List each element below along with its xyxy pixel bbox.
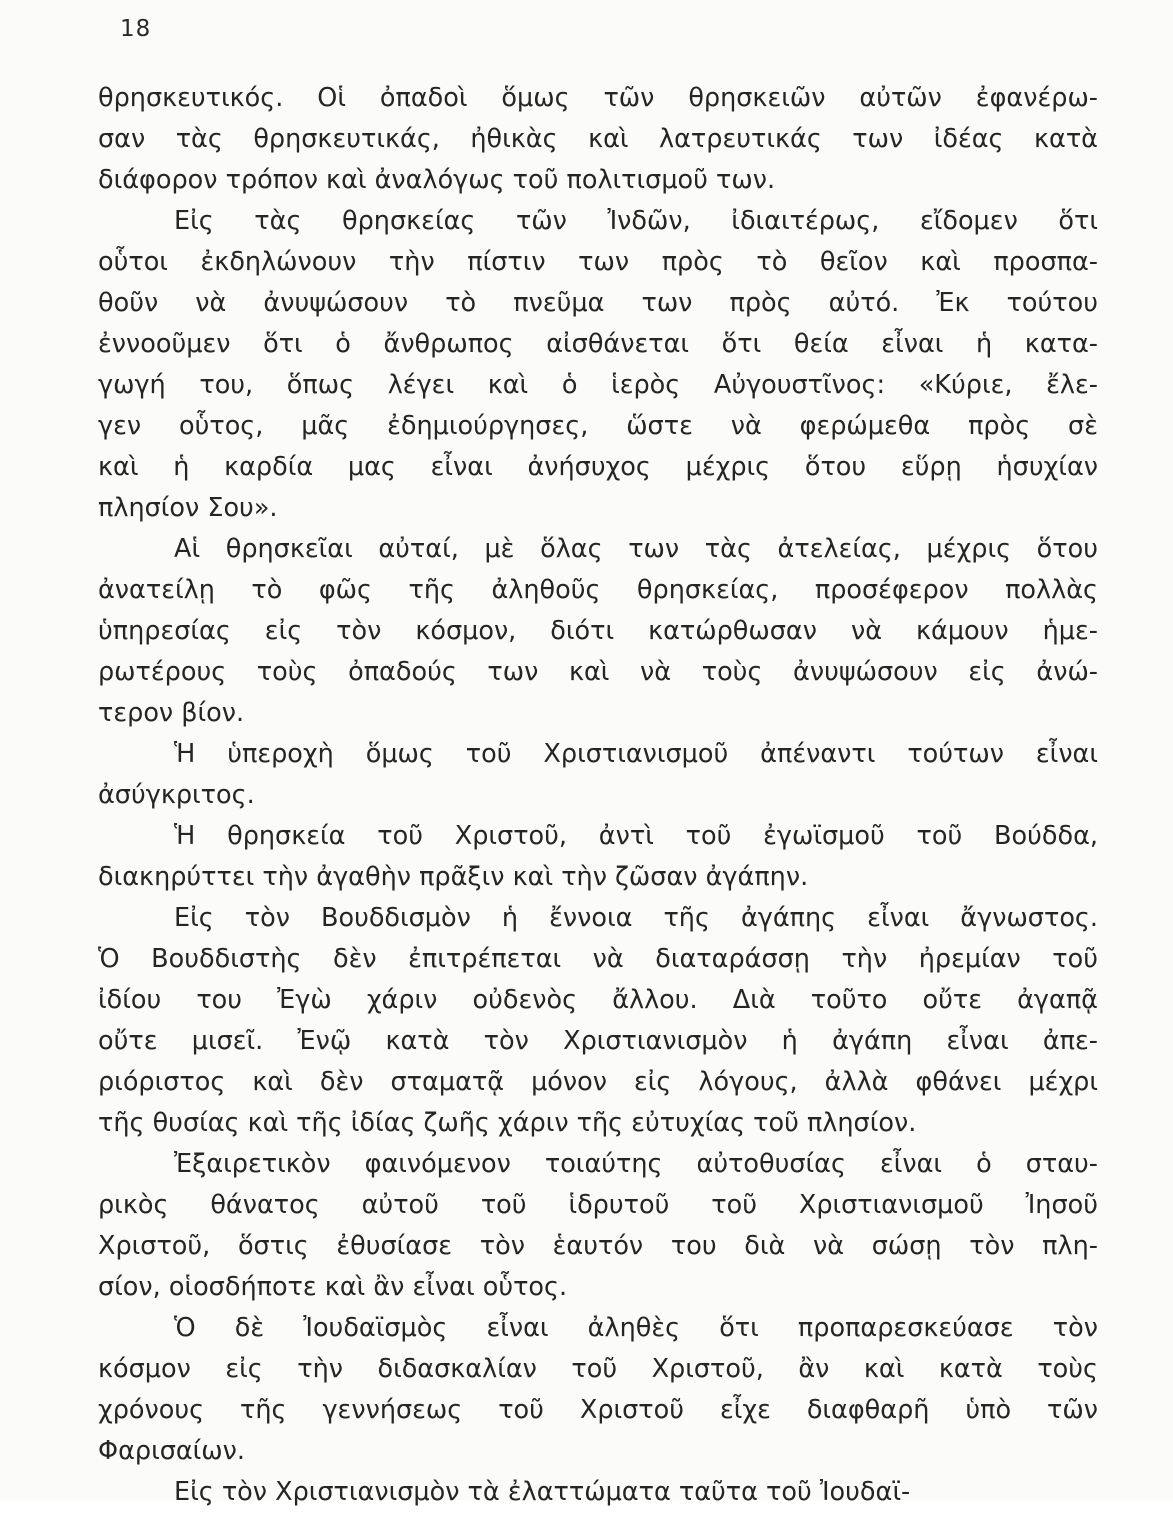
paragraph (98, 1308, 1098, 1472)
text-line: καὶ ἡ καρδία μας εἶναι ἀνήσυχος μέχρις ὅτου εὕρῃ ἡσυχίαν (98, 452, 1098, 482)
text-line: οὗτοι ἐκδηλώνουν τὴν πίστιν των πρὸς τὸ θεῖον καὶ προσπα- (98, 247, 1098, 277)
text-line: Εἰς τὰς θρησκείας τῶν Ἰνδῶν, ἰδιαιτέρως, εἴδομεν ὅτι (174, 206, 1098, 236)
text-line: ἀνατείλῃ τὸ φῶς τῆς ἀληθοῦς θρησκείας, προσέφερον πολλὰς (98, 575, 1098, 605)
text-line: Ἐξαιρετικὸν φαινόμενον τοιαύτης αὐτοθυσίας εἶναι ὁ σταυ- (174, 1149, 1098, 1179)
text-line: Φαρισαίων. (98, 1436, 245, 1466)
text-line: διακηρύττει τὴν ἀγαθὴν πρᾶξιν καὶ τὴν ζῶσαν ἀγάπην. (98, 862, 809, 892)
paragraph (98, 898, 1098, 1144)
text-line: ἐννοοῦμεν ὅτι ὁ ἄνθρωπος αἰσθάνεται ὅτι θεία εἶναι ἡ κατα- (98, 329, 1098, 359)
text-line: οὔτε μισεῖ. Ἐνῷ κατὰ τὸν Χριστιανισμὸν ἡ ἀγάπη εἶναι ἀπε- (98, 1026, 1098, 1056)
text-line: Εἰς τὸν Βουδδισμὸν ἡ ἔννοια τῆς ἀγάπης εἶναι ἄγνωστος. (174, 903, 1098, 933)
text-line: Χριστοῦ, ὅστις ἐθυσίασε τὸν ἑαυτόν του διὰ νὰ σώσῃ τὸν πλη- (98, 1231, 1098, 1261)
text-line: ὑπηρεσίας εἰς τὸν κόσμον, διότι κατώρθωσαν νὰ κάμουν ἡμε- (98, 616, 1098, 646)
text-line: ἀσύγκριτος. (98, 780, 255, 810)
text-line: θοῦν νὰ ἀνυψώσουν τὸ πνεῦμα των πρὸς αὐτό. Ἐκ τούτου (98, 288, 1098, 318)
text-line: ριόριστος καὶ δὲν σταματᾷ μόνον εἰς λόγους, ἀλλὰ φθάνει μέχρι (98, 1067, 1098, 1097)
text-line: σαν τὰς θρησκευτικάς, ἠθικὰς καὶ λατρευτικάς των ἰδέας κατὰ (98, 124, 1098, 154)
text-line: Ὁ δὲ Ἰουδαϊσμὸς εἶναι ἀληθὲς ὅτι προπαρεσκεύασε τὸν (174, 1313, 1098, 1343)
body-text (98, 78, 1098, 1513)
text-line: θρησκευτικός. Οἱ ὀπαδοὶ ὅμως τῶν θρησκειῶν αὐτῶν ἐφανέρω- (98, 83, 1098, 113)
text-line: τερον βίον. (98, 698, 245, 728)
page-number: 18 (120, 16, 152, 42)
text-line: Ἡ θρησκεία τοῦ Χριστοῦ, ἀντὶ τοῦ ἐγωϊσμοῦ τοῦ Βούδδα, (174, 821, 1098, 851)
text-line: κόσμον εἰς τὴν διδασκαλίαν τοῦ Χριστοῦ, ἂν καὶ κατὰ τοὺς (98, 1354, 1098, 1384)
paragraph (98, 201, 1098, 529)
text-line: Αἱ θρησκεῖαι αὐταί, μὲ ὅλας των τὰς ἀτελείας, μέχρις ὅτου (174, 534, 1098, 564)
paragraph (98, 734, 1098, 816)
text-line: χρόνους τῆς γεννήσεως τοῦ Χριστοῦ εἶχε διαφθαρῆ ὑπὸ τῶν (98, 1395, 1098, 1425)
text-line: πλησίον Σου». (98, 493, 278, 523)
paragraph (98, 816, 1098, 898)
paragraph (98, 1144, 1098, 1308)
text-line: γεν οὗτος, μᾶς ἐδημιούργησες, ὥστε νὰ φερώμεθα πρὸς σὲ (98, 411, 1098, 441)
text-line: ρωτέρους τοὺς ὀπαδούς των καὶ νὰ τοὺς ἀνυψώσουν εἰς ἀνώ- (98, 657, 1098, 687)
text-line: τῆς θυσίας καὶ τῆς ἰδίας ζωῆς χάριν τῆς εὐτυχίας τοῦ πλησίον. (98, 1108, 917, 1138)
text-line: γωγή του, ὅπως λέγει καὶ ὁ ἱερὸς Αὐγουστῖνος: «Κύριε, ἔλε- (98, 370, 1098, 400)
paragraph (98, 529, 1098, 734)
text-line: ἰδίου του Ἐγὼ χάριν οὐδενὸς ἄλλου. Διὰ τοῦτο οὔτε ἀγαπᾷ (98, 985, 1098, 1015)
text-line: διάφορον τρόπον καὶ ἀναλόγως τοῦ πολιτισμοῦ των. (98, 165, 776, 195)
paragraph (98, 1472, 1098, 1513)
text-line: Ὁ Βουδδιστὴς δὲν ἐπιτρέπεται νὰ διαταράσσῃ τὴν ἠρεμίαν τοῦ (98, 944, 1098, 974)
text-line: Ἡ ὑπεροχὴ ὅμως τοῦ Χριστιανισμοῦ ἀπέναντι τούτων εἶναι (174, 739, 1098, 769)
text-line: ρικὸς θάνατος αὐτοῦ τοῦ ἱδρυτοῦ τοῦ Χριστιανισμοῦ Ἰησοῦ (98, 1190, 1098, 1220)
text-line: Εἰς τὸν Χριστιανισμὸν τὰ ἐλαττώματα ταῦτα τοῦ Ἰουδαϊ- (174, 1477, 911, 1507)
paragraph (98, 78, 1098, 201)
text-line: σίον, οἱοσδήποτε καὶ ἂν εἶναι οὗτος. (98, 1272, 568, 1302)
